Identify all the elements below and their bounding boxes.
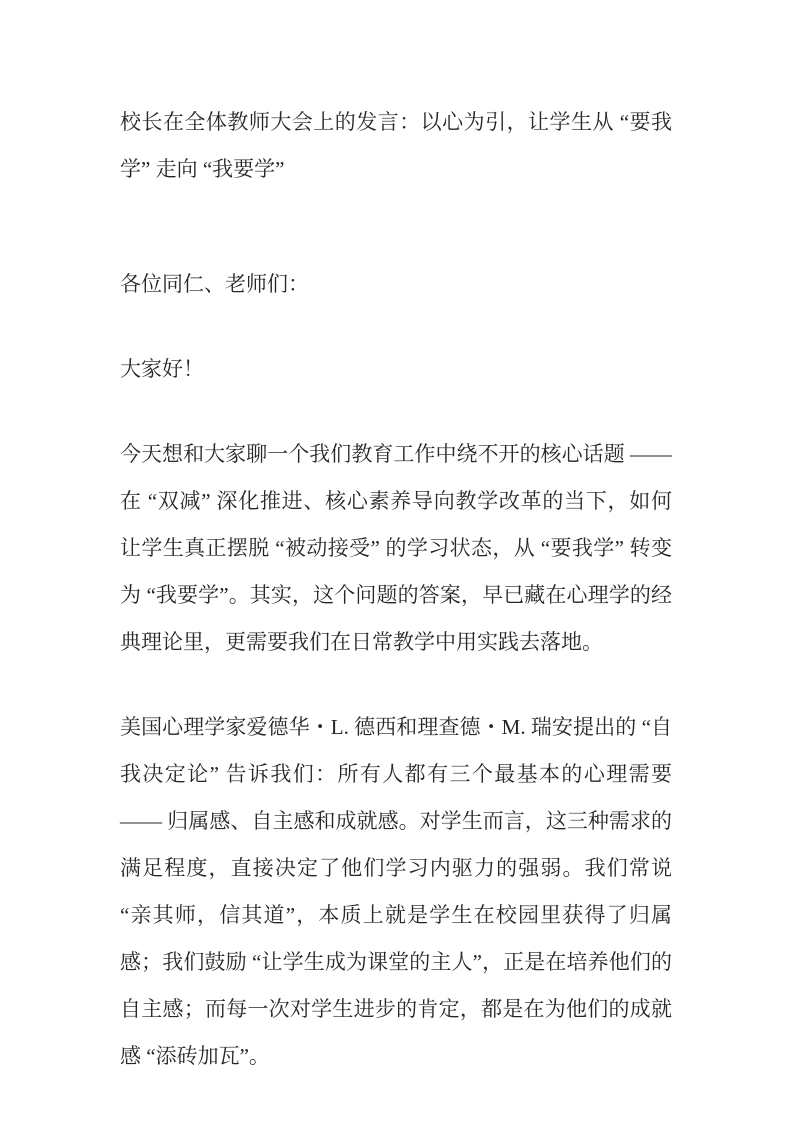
paragraph-salutation: 各位同仁、老师们： xyxy=(120,272,309,296)
paragraph-body-1: 今天想和大家聊一个我们教育工作中绕不开的核心话题 —— 在 “双减” 深化推进、核心素养导向教学改革的当下，如何让学生真正摆脱 “被动接受” 的学习状态，从 “要我学” 转变为 “我要学”。其实，这个问题的答案，早已藏在心理学的经典理论里，更需要我们在日常教学中用实践去落地。 xyxy=(120,442,672,654)
document-title: 校长在全体教师大会上的发言：以心为引，让学生从 “要我学” 走向 “我要学” xyxy=(120,110,672,181)
paragraph-greeting: 大家好！ xyxy=(120,357,204,381)
paragraph-body-2: 美国心理学家爱德华・L. 德西和理查德・M. 瑞安提出的 “自我决定论” 告诉我们：所有人都有三个最基本的心理需要 —— 归属感、自主感和成就感。对学生而言，这三种需求的满足程度，直接决定了他们学习内驱力的强弱。我们常说 “亲其师，信其道”，本质上就是学生在校园里获得了归属感；我们鼓励 “让学生成为课堂的主人”，正是在培养他们的自主感；而每一次对学生进步的肯定，都是在为他们的成就感 “添砖加瓦”。 xyxy=(120,715,672,1068)
